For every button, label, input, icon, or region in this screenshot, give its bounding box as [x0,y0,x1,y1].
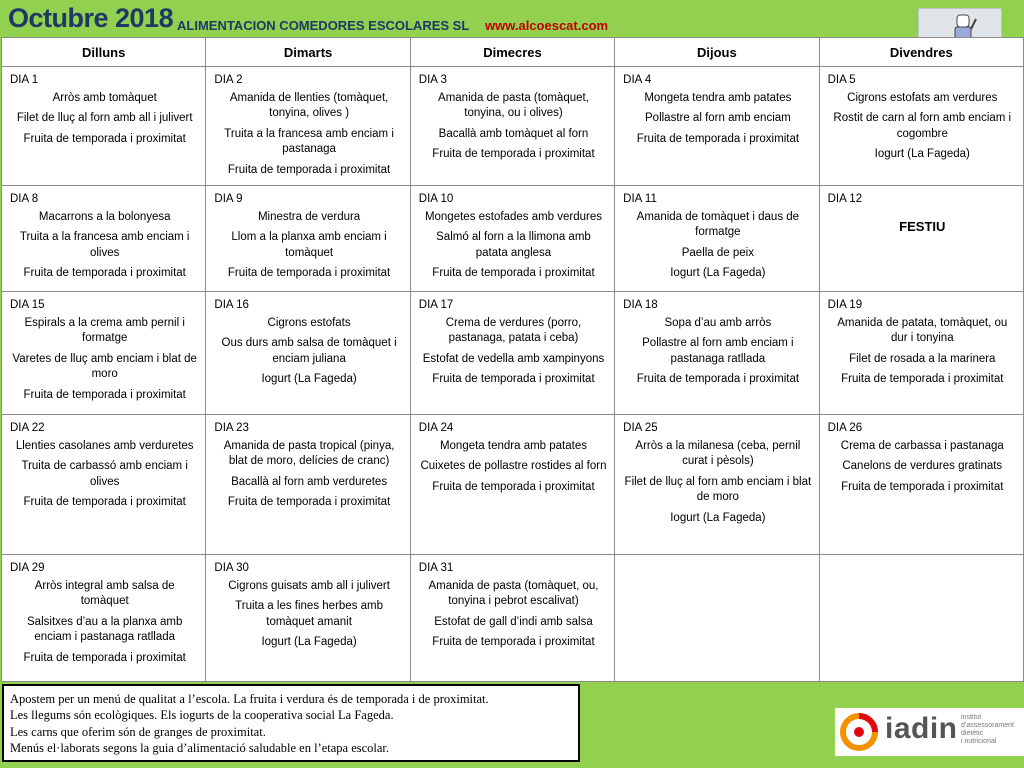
day-cell [615,67,819,186]
dish-item: Cigrons estofats am verdures [847,91,998,104]
dish-item: Iogurt (La Fageda) [670,267,766,280]
day-cell [819,292,1023,415]
iadin-logo [835,708,1024,756]
dish-item: Amanida de pasta (tomàquet, ou, tonyina i pebrot escalivat) [428,579,599,608]
day-label: DIA 29 [10,562,45,575]
day-label: DIA 25 [623,422,658,435]
day-label: DIA 8 [10,193,39,206]
dish-item: Amanida de pasta tropical (pinya, blat de moro, delícies de cranc) [223,439,395,468]
dish-item: Fruita de temporada i proximitat [227,163,391,176]
day-label: DIA 15 [10,299,45,312]
dish-item: Fruita de temporada i proximitat [636,132,800,145]
dish-item: Cigrons estofats [267,316,351,329]
weekday-header: Dijous [615,38,819,67]
dish-item: Llenties casolanes amb verduretes [15,439,194,452]
dish-item: Rostit de carn al forn amb enciam i cogombre [833,112,1012,140]
week-row [2,67,1024,186]
dish-item: Amanida de llenties (tomàquet, tonyina, olives ) [229,91,389,120]
note-line: Les llegums són ecològiques. Els iogurts de la cooperativa social La Fageda. [10,708,394,723]
menu-body [2,67,1024,682]
dish-item: Filet de lluç al forn amb all i julivert [16,112,193,125]
day-cell [2,555,206,682]
dish-item: Fruita de temporada i proximitat [432,148,595,161]
dish-item: Fruita de temporada i proximitat [841,480,1004,493]
day-label: DIA 24 [418,422,454,435]
dish-item: Fruita de temporada i proximitat [432,636,595,649]
dish-item: Iogurt (La Fageda) [874,148,970,161]
dish-item: Crema de verdures (porro, pastanaga, patata i ceba) [445,316,582,345]
day-cell [410,292,614,415]
dish-item: Iogurt (La Fageda) [261,373,357,386]
dish-item: Sopa d’au amb arròs [664,316,772,329]
day-cell [410,415,614,555]
dish-item: Truita a les fines herbes amb tomàquet amanit [235,600,384,628]
page-title: Octubre 2018 [8,3,174,33]
dish-item: Filet de rosada a la marinera [849,352,996,365]
dish-item: Amanida de patata, tomàquet, ou dur i tonyina [837,316,1008,345]
dish-item: Salmó al forn a la llimona amb patata anglesa [436,231,591,259]
day-label: DIA 30 [214,562,249,575]
day-label: DIA 10 [418,193,454,206]
day-cell [615,555,819,682]
dish-item: Pollastre al forn amb enciam [645,112,791,125]
week-row [2,292,1024,415]
note-line: Menús el·laborats segons la guia d’alimentació saludable en l’etapa escolar. [10,740,390,755]
dish-item: Paella de peix [681,246,754,259]
dish-item: Fruita de temporada i proximitat [432,480,595,493]
day-cell [410,67,614,186]
note-line: Apostem per un menú de qualitat a l’escola. La fruita i verdura és de temporada i de proximitat. [10,692,489,706]
weekday-header: Dimarts [206,38,410,67]
dish-item: Varetes de lluç amb enciam i blat de moro [12,352,197,381]
iadin-tagline: institut d’assessorament dietètic i nutricional [961,714,1014,745]
note-line: Les carns que oferim són de granges de proximitat. [10,724,266,739]
dish-item: Bacallà amb tomàquet al forn [438,127,589,140]
day-cell [206,292,410,415]
day-label: DIA 11 [623,193,657,206]
dish-item: Fruita de temporada i proximitat [23,496,186,509]
weekday-header-row [2,38,1024,67]
dish-item: Fruita de temporada i proximitat [432,267,595,280]
dish-item: Canelons de verdures gratinats [842,460,1003,473]
day-cell [615,186,819,292]
dish-item: Arròs integral amb salsa de tomàquet [34,579,175,608]
day-cell [819,415,1023,555]
weekday-header: Divendres [819,38,1023,67]
day-cell [2,67,206,186]
dish-item: Fruita de temporada i proximitat [23,388,186,401]
dish-item: Estofat de vedella amb xampinyons [422,352,605,365]
company-name: ALIMENTACION COMEDORES ESCOLARES SL [177,18,470,33]
day-cell [2,186,206,292]
day-cell [206,67,410,186]
page-header [0,0,1024,38]
day-label: DIA 23 [214,422,249,435]
dish-item: Espirals a la crema amb pernil i formatge [24,316,185,345]
day-label: DIA 16 [214,299,249,312]
dish-item: Mongeta tendra amb patates [644,91,792,104]
dish-item: Arròs amb tomàquet [52,91,157,104]
day-label: DIA 1 [10,74,39,86]
dish-item: Fruita de temporada i proximitat [227,267,391,280]
dish-item: Fruita de temporada i proximitat [432,373,595,386]
holiday-label: FESTIU [899,218,946,234]
day-label: DIA 2 [214,74,243,86]
day-cell [819,186,1023,292]
day-label: DIA 22 [10,422,45,435]
day-cell [206,415,410,555]
day-cell [819,67,1023,186]
week-row [2,555,1024,682]
day-label: DIA 26 [827,422,863,435]
day-label: DIA 19 [827,299,863,312]
day-cell [410,555,614,682]
dish-item: Fruita de temporada i proximitat [23,267,186,280]
dish-item: Arròs a la milanesa (ceba, pernil curat i pèsols) [635,439,801,468]
weekday-header: Dilluns [2,38,206,67]
day-label: DIA 4 [623,74,652,86]
day-cell [819,555,1023,682]
dish-item: Amanida de tomàquet i daus de formatge [636,210,800,239]
dish-item: Mongeta tendra amb patates [439,439,587,452]
day-cell [2,415,206,555]
dish-item: Fruita de temporada i proximitat [23,651,186,664]
dish-item: Pollastre al forn amb enciam i pastanaga ratllada [642,337,794,365]
dish-item: Cigrons guisats amb all i julivert [228,579,390,592]
dish-item: Truita a la francesa amb enciam i pastanaga [224,127,394,156]
dish-item: Salsitxes d’au a la planxa amb enciam i pastanaga ratllada [27,615,183,644]
dish-item: Cuixetes de pollastre rostides al forn [420,460,607,473]
week-row [2,186,1024,292]
weekday-header: Dimecres [410,38,614,67]
dish-item: Fruita de temporada i proximitat [841,373,1004,386]
day-cell [2,292,206,415]
day-label: DIA 18 [623,299,658,312]
notes-box [2,684,580,762]
dish-item: Macarrons a la bolonyesa [38,210,171,223]
week-row [2,415,1024,555]
iadin-wordmark: iadin [885,712,958,745]
day-cell [410,186,614,292]
menu-table [1,37,1024,682]
dish-item: Iogurt (La Fageda) [670,511,766,524]
dish-item: Truita a la francesa amb enciam i olives [19,231,190,259]
dish-item: Fruita de temporada i proximitat [636,373,800,386]
day-label: DIA 12 [827,193,863,206]
day-cell [615,415,819,555]
dish-item: Estofat de gall d’indi amb salsa [434,615,593,628]
dish-item: Llom a la planxa amb enciam i tomàquet [231,231,387,259]
day-label: DIA 9 [214,193,243,206]
dish-item: Mongetes estofades amb verdures [424,210,603,223]
dish-item: Bacallà al forn amb verduretes [231,475,388,488]
dish-item: Amanida de pasta (tomàquet, tonyina, ou i olives) [438,91,589,120]
dish-item: Fruita de temporada i proximitat [23,132,186,145]
day-cell [206,555,410,682]
day-label: DIA 3 [418,74,447,86]
dish-item: Crema de carbassa i pastanaga [840,439,1004,452]
iadin-mark-icon [840,713,878,751]
dish-item: Fruita de temporada i proximitat [227,496,391,509]
dish-item: Filet de lluç al forn amb enciam i blat de moro [624,475,812,504]
dish-item: Iogurt (La Fageda) [261,636,357,649]
day-cell [615,292,819,415]
day-label: DIA 5 [827,74,856,86]
dish-item: Truita de carbassó amb enciam i olives [21,460,188,488]
day-label: DIA 17 [418,299,454,312]
dish-item: Minestra de verdura [257,210,361,223]
dish-item: Ous durs amb salsa de tomàquet i enciam juliana [221,337,397,365]
day-label: DIA 31 [418,562,454,575]
day-cell [206,186,410,292]
website-link[interactable]: www.alcoescat.com [485,18,609,33]
